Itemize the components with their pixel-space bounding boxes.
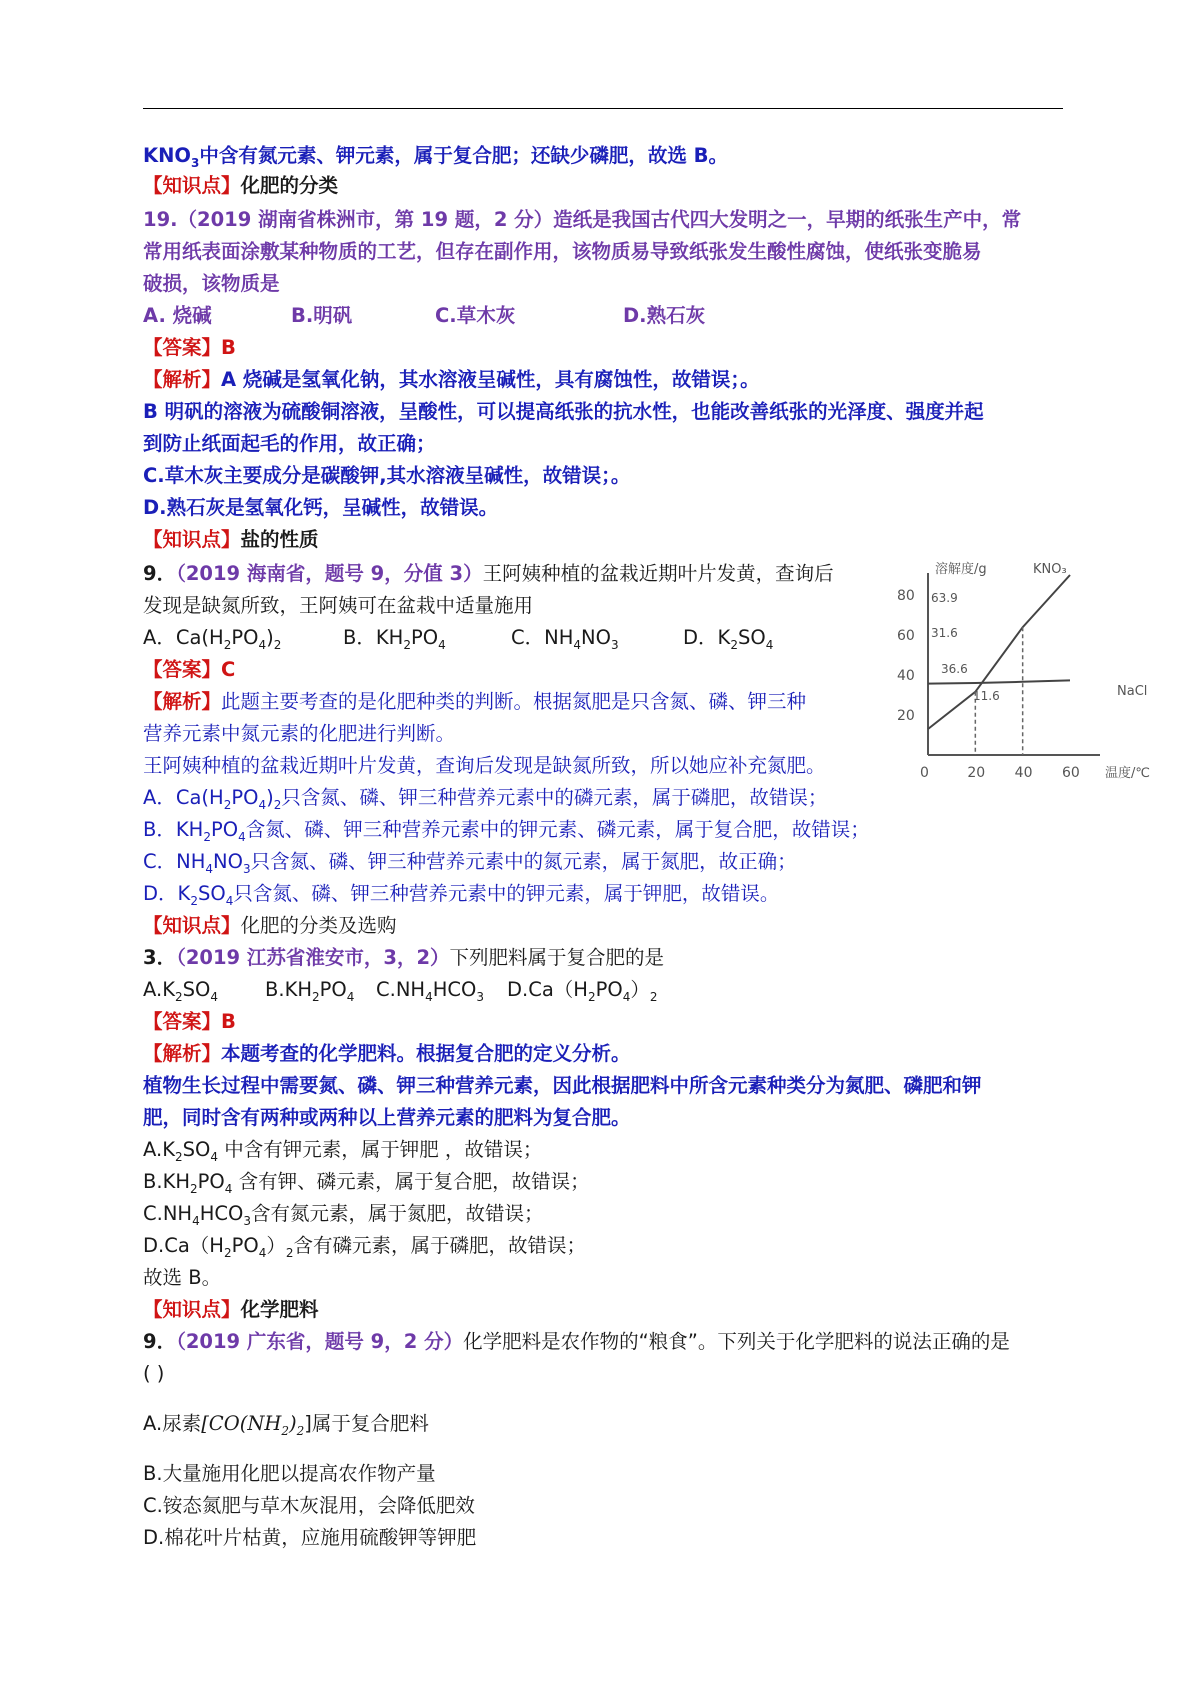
q9-guangdong-option-c: C.铵态氮肥与草木灰混用，会降低肥效 <box>143 1494 475 1517</box>
q9-guangdong-option-a: A.尿素$[CO(NH_2)_2]$属于复合肥料 <box>143 1412 429 1438</box>
q3-explanation-line3: 肥，同时含有两种或两种以上营养元素的肥料为复合肥。 <box>143 1106 631 1129</box>
header-rule <box>143 108 1063 109</box>
option-b: B.明矾 <box>291 304 353 327</box>
x-tick-label: 0 <box>920 765 929 781</box>
q19-answer: 【答案】B <box>143 336 236 359</box>
q3-conclusion: 故选 B。 <box>143 1266 222 1289</box>
x-tick-label: 20 <box>967 765 986 781</box>
q3-explanation-b: $B.KH_2PO_4$ 含有钾、磷元素，属于复合肥，故错误； <box>143 1170 590 1196</box>
q19-explanation-line1: 【解析】A 烧碱是氢氧化钠，其水溶液呈碱性，具有腐蚀性，故错误；。 <box>143 368 760 391</box>
option-a: $A.K_2SO_4$ <box>143 978 218 1004</box>
q19-explanation-line5: D.熟石灰是氢氧化钙，呈碱性，故错误。 <box>143 496 499 519</box>
q9-guangdong-stem-line1: 9．（2019 广东省，题号 9，2 分）化学肥料是农作物的“粮食”。下列关于化学肥料的说法正确的是 <box>143 1330 1010 1353</box>
x-tick-label: 60 <box>1062 765 1080 781</box>
value-label-36-6: 36.6 <box>941 662 968 676</box>
option-c: C．$NH_4NO_3$ <box>511 626 619 652</box>
q9-hainan-explanation-line1: 【解析】此题主要考查的是化肥种类的判断。根据氮肥是只含氮、磷、钾三种 <box>143 690 807 713</box>
q3-explanation-d: $D.Ca(H_2PO_4)_2$含有磷元素，属于磷肥，故错误； <box>143 1234 587 1260</box>
solubility-chart <box>895 555 1195 795</box>
q9-guangdong-option-d: D.棉花叶片枯黄，应施用硫酸钾等钾肥 <box>143 1526 477 1549</box>
q9-hainan-explanation-line2: 营养元素中氮元素的化肥进行判断。 <box>143 722 456 745</box>
q9-hainan-explanation-a: A．$Ca(H_2PO_4)_2$只含氮、磷、钾三种营养元素中的磷元素，属于磷肥，故错误； <box>143 786 828 812</box>
option-c: C.草木灰 <box>435 304 516 327</box>
option-c: $C.NH_4HCO_3$ <box>376 978 484 1004</box>
value-label-31-6: 31.6 <box>931 626 958 640</box>
q9-hainan-stem-line1: 9．（2019 海南省，题号 9，分值 3）王阿姨种植的盆栽近期叶片发黄，查询后 <box>143 562 834 585</box>
option-a: A. 烧碱 <box>143 304 212 327</box>
option-a: A．$Ca(H_2PO_4)_2$ <box>143 626 282 652</box>
q9-guangdong-stem-line2: ( ) <box>143 1362 165 1385</box>
option-d: D.熟石灰 <box>623 304 706 327</box>
q3-answer: 【答案】B <box>143 1010 236 1033</box>
q19-knowledge-point: 【知识点】盐的性质 <box>143 528 319 551</box>
y-tick-label: 40 <box>897 668 915 684</box>
q9-hainan-knowledge-point: 【知识点】化肥的分类及选购 <box>143 914 397 937</box>
q9-hainan-explanation-line3: 王阿姨种植的盆栽近期叶片发黄，查询后发现是缺氮所致，所以她应补充氮肥。 <box>143 754 826 777</box>
q18-knowledge-point: 【知识点】化肥的分类 <box>143 174 339 197</box>
value-label-11-6: 11.6 <box>973 689 1000 703</box>
y-axis-title: 溶解度/g <box>935 562 987 577</box>
series-line-nacl <box>928 680 1070 683</box>
q9-hainan-options <box>143 624 773 652</box>
q3-explanation-a: $A.K_2SO_4$ 中含有钾元素，属于钾肥 ，故错误； <box>143 1138 543 1164</box>
y-tick-label: 80 <box>897 588 915 604</box>
q19-explanation-line2: B 明矾的溶液为硫酸铜溶液，呈酸性，可以提高纸张的抗水性，也能改善纸张的光泽度、强度并起 <box>143 400 984 423</box>
q3-options <box>143 976 658 1004</box>
y-tick-label: 60 <box>897 628 915 644</box>
q19-stem-line2: 常用纸表面涂敷某种物质的工艺，但存在副作用，该物质易导致纸张发生酸性腐蚀，使纸张变脆易 <box>143 240 982 263</box>
q9-hainan-explanation-c: C．$NH_4NO_3$只含氮、磷、钾三种营养元素中的氮元素，属于氮肥，故正确； <box>143 850 797 876</box>
q18-conclusion: $KNO_3$中含有氮元素、钾元素，属于复合肥；还缺少磷肥，故选 B。 <box>143 144 729 170</box>
q19-stem-line1: 19.（2019 湖南省株洲市，第 19 题，2 分）造纸是我国古代四大发明之一，早期的纸张生产中，常 <box>143 208 1022 231</box>
q19-stem-line3: 破损，该物质是 <box>143 272 280 295</box>
option-b: $B.KH_2PO_4$ <box>265 978 355 1004</box>
q3-explanation-line2: 植物生长过程中需要氮、磷、钾三种营养元素，因此根据肥料中所含元素种类分为氮肥、磷肥和钾 <box>143 1074 982 1097</box>
q3-explanation-line1: 【解析】本题考查的化学肥料。根据复合肥的定义分析。 <box>143 1042 631 1065</box>
q19-explanation-line4: C.草木灰主要成分是碳酸钾,其水溶液呈碱性，故错误；。 <box>143 464 631 487</box>
nacl-label: NaCl <box>1117 684 1148 699</box>
option-d: D．$K_2SO_4$ <box>683 626 774 652</box>
q19-options <box>143 302 705 330</box>
q3-explanation-c: $C.NH_4HCO_3$含有氮元素，属于氮肥，故错误； <box>143 1202 544 1228</box>
q9-guangdong-option-b: B.大量施用化肥以提高农作物产量 <box>143 1462 436 1485</box>
q9-hainan-stem-line2: 发现是缺氮所致，王阿姨可在盆栽中适量施用 <box>143 594 534 617</box>
q9-hainan-answer: 【答案】C <box>143 658 236 681</box>
kno3-label: KNO₃ <box>1033 562 1067 577</box>
q9-hainan-explanation-b: B．$KH_2PO_4$含氮、磷、钾三种营养元素中的钾元素、磷元素，属于复合肥，故错误； <box>143 818 870 844</box>
q3-stem: 3．（2019 江苏省淮安市，3，2）下列肥料属于复合肥的是 <box>143 946 665 969</box>
option-b: B．$KH_2PO_4$ <box>343 626 446 652</box>
value-label-63-9: 63.9 <box>931 591 958 605</box>
x-axis-title: 温度/℃ <box>1105 766 1150 781</box>
x-tick-label: 40 <box>1014 765 1033 781</box>
option-d: $D.Ca(H_2PO_4)_2$ <box>507 978 658 1004</box>
q9-hainan-explanation-d: D．$K_2SO_4$只含氮、磷、钾三种营养元素中的钾元素，属于钾肥，故错误。 <box>143 882 780 908</box>
q3-knowledge-point: 【知识点】化学肥料 <box>143 1298 319 1321</box>
q19-explanation-line3: 到防止纸面起毛的作用，故正确； <box>143 432 436 455</box>
y-tick-label: 20 <box>897 708 915 724</box>
